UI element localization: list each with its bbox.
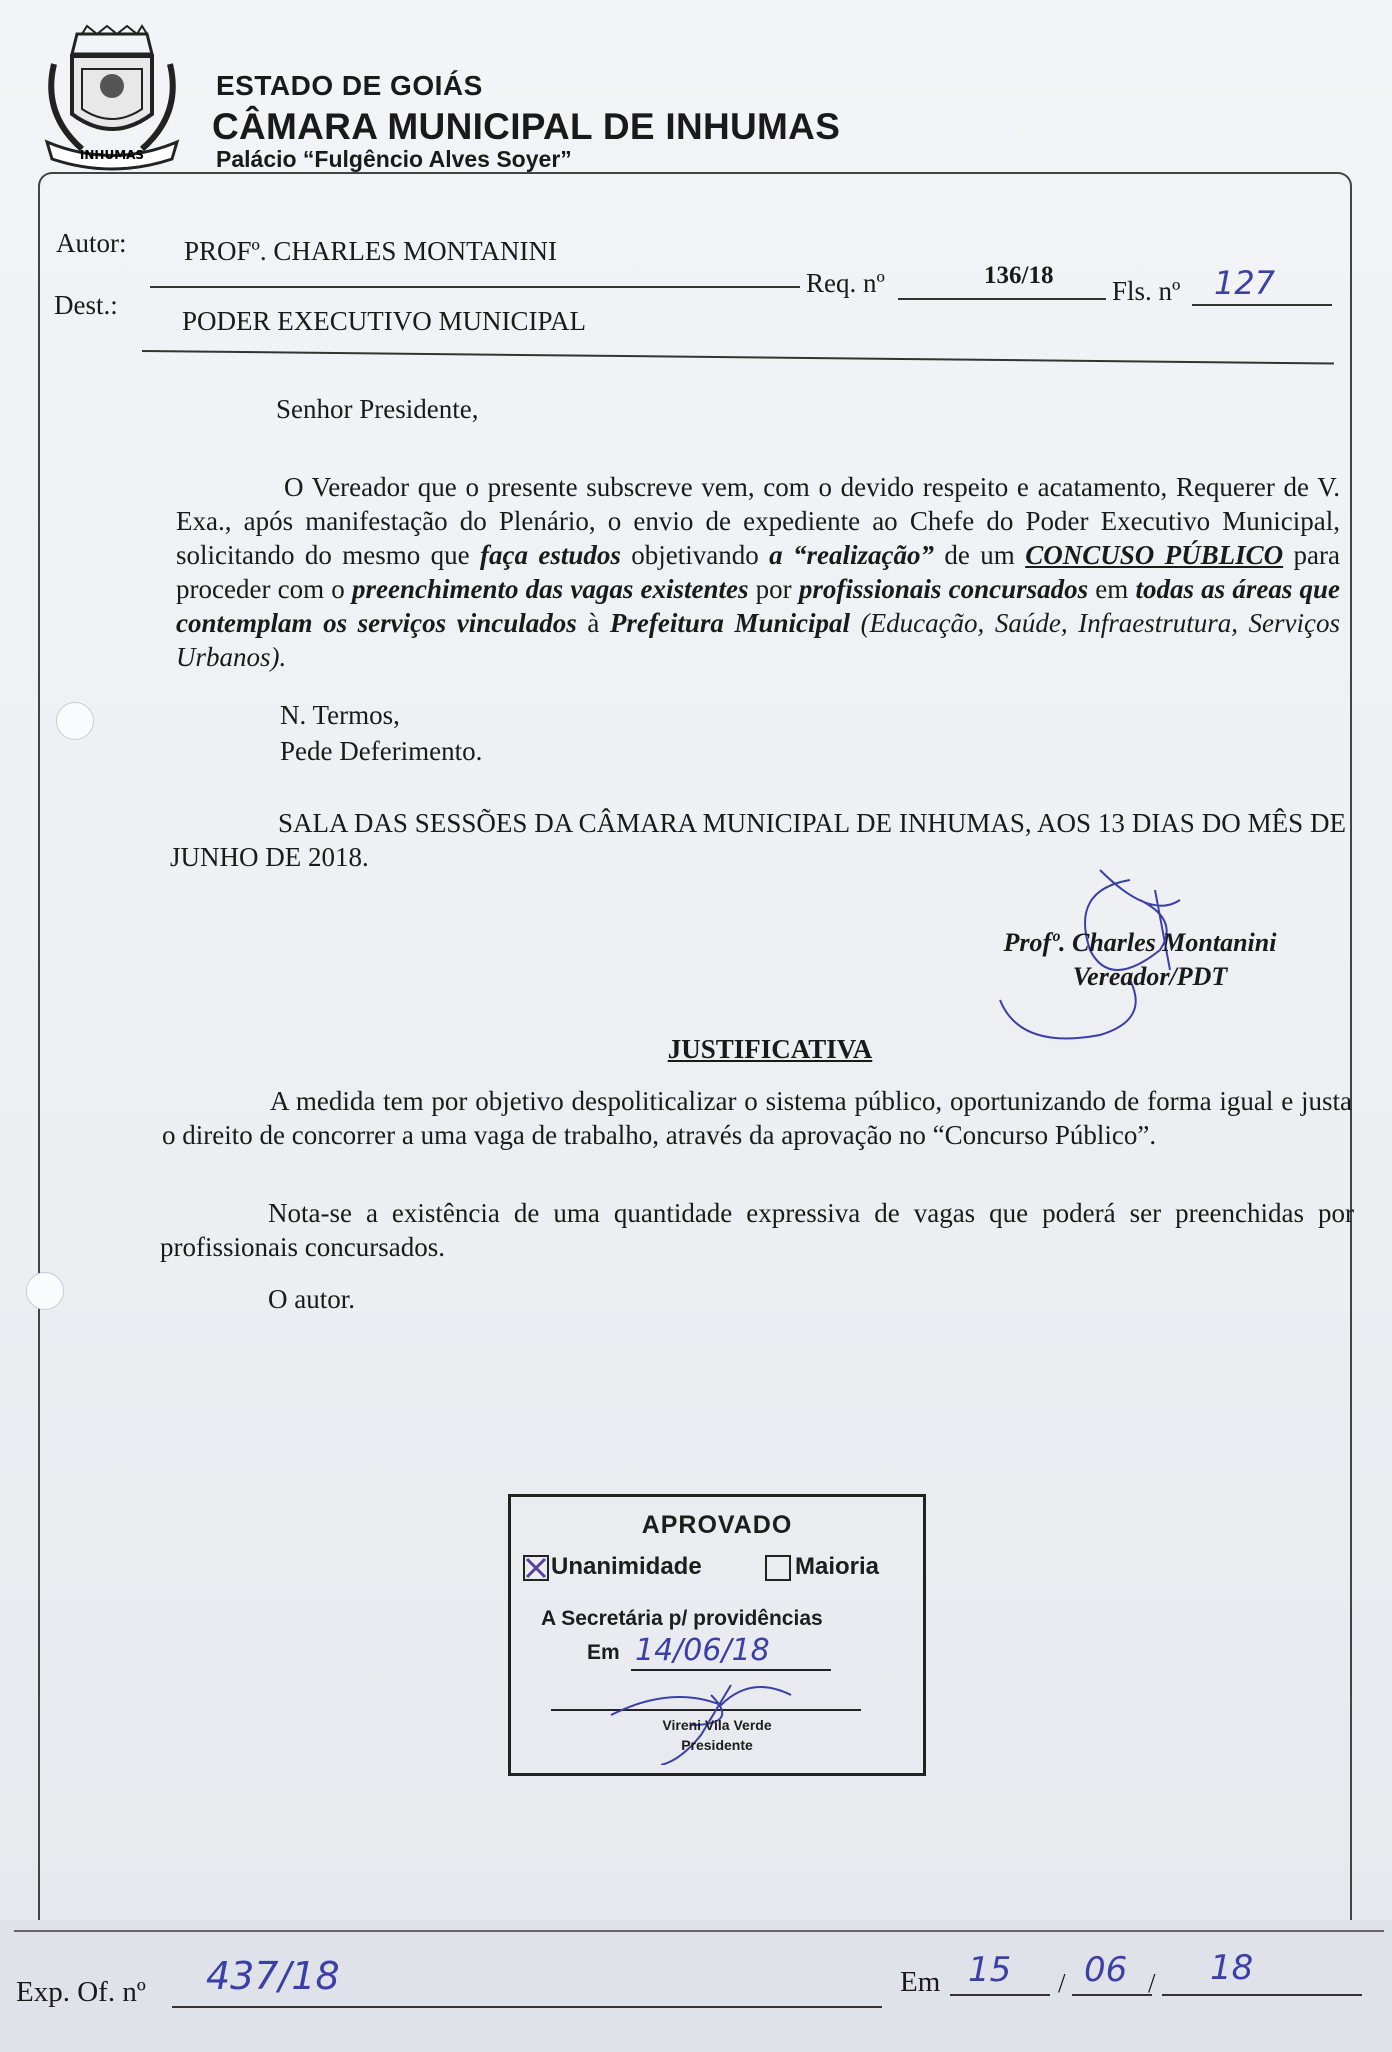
footer-date-slash-1: / (1058, 1968, 1066, 1998)
closing-line-1: N. Termos, (280, 700, 400, 730)
signature-name: Profº. Charles Montanini (1003, 928, 1277, 957)
stamp-date-value: 14/06/18 (635, 1633, 770, 1668)
req-label: Req. nº (806, 268, 885, 298)
closing-author: O autor. (268, 1284, 355, 1314)
salutation: Senhor Presidente, (276, 394, 479, 424)
request-paragraph: O Vereador que o presente subscreve vem, com o devido respeito e acatamento, Requerer de V. Exa., após manifestação do Plenário, o envio de expediente ao Chefe do Poder Executivo Municipal, solicitando do mesmo que faça estudos objetivando a “realização” de um CONCUSO PÚBLICO para proceder com o preenchimento das vagas existentes por profissionais concursados em todas as áreas que contemplam os serviços vinculados à Prefeitura Municipal (Educação, Saúde, Infraestrutura, Serviços Urbanos). (176, 472, 1341, 672)
exp-line (172, 2006, 882, 2008)
stamp-title: APROVADO (641, 1511, 793, 1539)
majority-checkbox (765, 1555, 791, 1581)
punch-hole-bottom (26, 1272, 64, 1310)
footer-month: 06 (1084, 1950, 1128, 1990)
fls-line (1192, 304, 1332, 306)
stamp-signer-name: Vireni Vila Verde (662, 1717, 772, 1733)
req-value: 136/18 (984, 262, 1054, 289)
footer-date-slash-2: / (1148, 1968, 1156, 1998)
approval-stamp (508, 1494, 926, 1776)
footer-date-label: Em (900, 1966, 941, 1998)
session-paragraph: SALA DAS SESSÕES DA CÂMARA MUNICIPAL DE INHUMAS, AOS 13 DIAS DO MÊS DE JUNHO DE 2018. (170, 808, 1346, 872)
stamp-date-label: Em (587, 1641, 620, 1664)
justification-title: JUSTIFICATIVA (667, 1034, 873, 1064)
author-label: Autor: (56, 228, 127, 258)
municipal-crest (42, 24, 182, 174)
footer-year: 18 (1210, 1948, 1254, 1988)
punch-hole-top (56, 702, 94, 740)
footer-divider (14, 1930, 1384, 1932)
dest-value: PODER EXECUTIVO MUNICIPAL (182, 306, 587, 336)
req-line (898, 298, 1106, 300)
author-line (150, 286, 800, 288)
author-value: PROFº. CHARLES MONTANINI (184, 236, 557, 266)
check-mark-icon (525, 1557, 547, 1579)
majority-label: Maioria (795, 1553, 880, 1580)
footer-year-line (1162, 1994, 1362, 1996)
palace-subheading: Palácio “Fulgêncio Alves Soyer” (216, 146, 572, 172)
stamp-instruction: A Secretária p/ providências (541, 1607, 823, 1630)
unanimity-label: Unanimidade (551, 1553, 702, 1580)
stamp-signer-role: Presidente (681, 1737, 753, 1753)
dest-label: Dest.: (54, 290, 118, 320)
fls-label: Fls. nº (1112, 276, 1181, 306)
footer-day-line (950, 1994, 1050, 1996)
chamber-heading: CÂMARA MUNICIPAL DE INHUMAS (212, 106, 841, 147)
unanimity-checkbox (523, 1555, 549, 1581)
closing-line-2: Pede Deferimento. (280, 736, 483, 766)
footer-day: 15 (968, 1950, 1012, 1990)
footer-month-line (1072, 1994, 1152, 1996)
state-heading: ESTADO DE GOIÁS (216, 70, 483, 101)
signature-role: Vereador/PDT (1072, 962, 1228, 991)
fls-value: 127 (1214, 264, 1276, 302)
exp-value: 437/18 (206, 1954, 340, 1998)
svg-text:INHUMAS: INHUMAS (79, 148, 145, 162)
exp-label: Exp. Of. nº (16, 1976, 146, 2008)
justification-paragraph-1: A medida tem por objetivo despoliticalizar o sistema público, oportunizando de forma igual e justa o direito de concorrer a uma vaga de trabalho, através da aprovação no “Concurso Público”. (162, 1086, 1352, 1150)
justification-paragraph-2: Nota-se a existência de uma quantidade expressiva de vagas que poderá ser preenchidas por profissionais concursados. (160, 1198, 1354, 1262)
